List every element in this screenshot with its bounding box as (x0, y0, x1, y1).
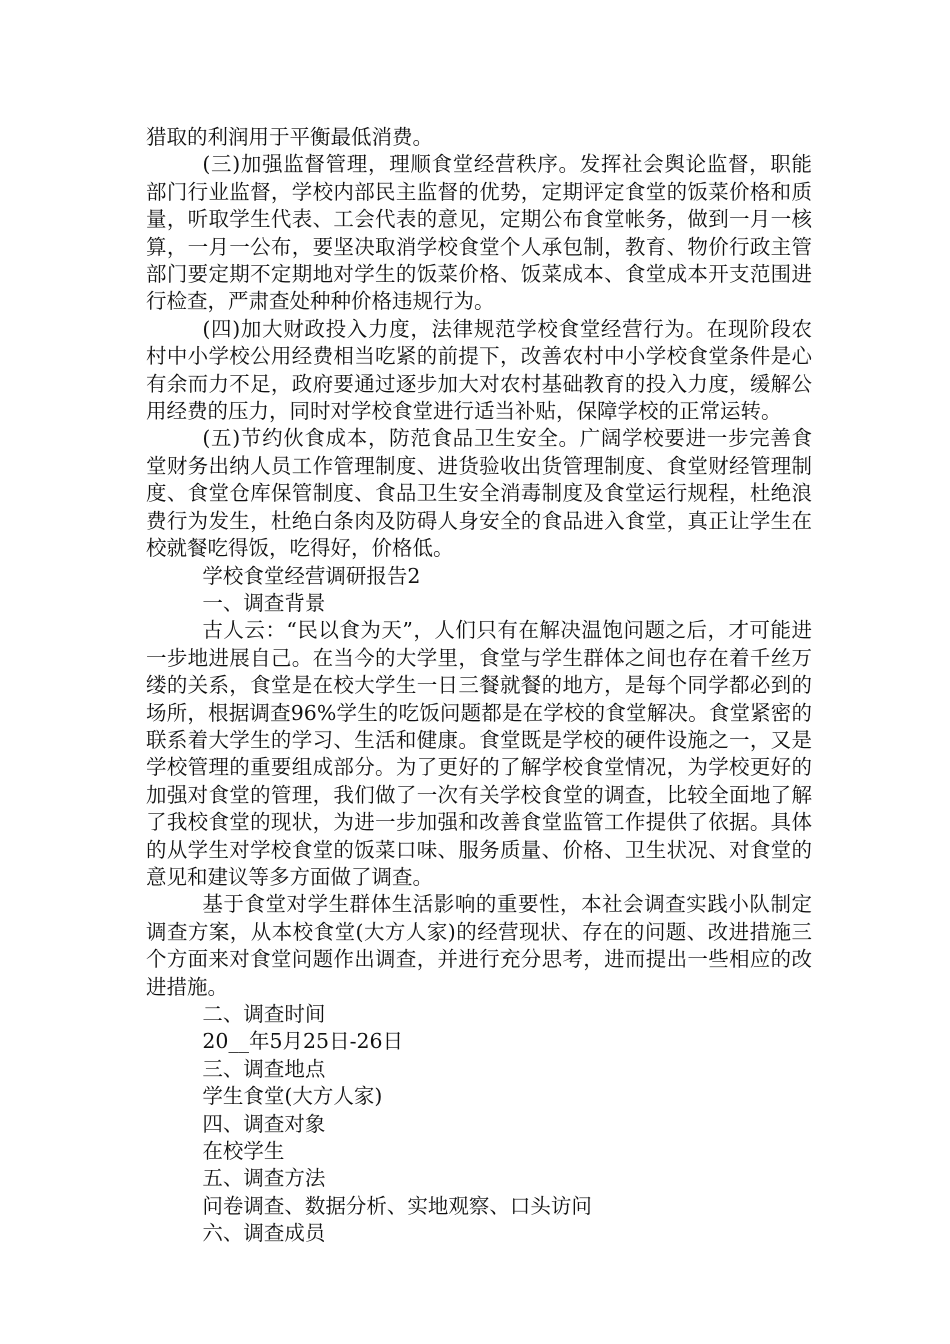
report-title: 学校食堂经营调研报告2 (202, 563, 421, 588)
paragraph-supervision: (三)加强监督管理，理顺食堂经营秩序。发挥社会舆论监督，职能部门行业监督，学校内部民主监督的优势，定期评定食堂的饭菜价格和质量，听取学生代表、工会代表的意见，定期公布食堂帐务，做到一月一核算，一月一公布，要坚决取消学校食堂个人承包制，教育、物价行政主管部门要定期不定期地对学生的饭菜价格、饭菜成本、食堂成本开支范围进行检查，严肃查处种种价格违规行为。 (146, 152, 812, 314)
paragraph-continuation: 猎取的利润用于平衡最低消费。 (146, 125, 433, 149)
survey-time-value: 20__年5月25日-26日 (202, 1029, 404, 1054)
paragraph-background: 古人云：“民以食为天”，人们只有在解决温饱问题之后，才可能进一步地进展自己。在当今的大学里，食堂与学生群体之间也存在着千丝万缕的关系，食堂是在校大学生一日三餐就餐的地方，是每个同学都必到的场所，根据调查96%学生的吃饭问题都是在学校的食堂解决。食堂紧密的联系着大学生的学习、生活和健康。食堂既是学校的硬件设施之一，又是学校管理的重要组成部分。为了更好的了解学校食堂情况，为学校更好的加强对食堂的管理，我们做了一次有关学校食堂的调查，比较全面地了解了我校食堂的现状，为进一步加强和改善食堂监管工作提供了依据。具体的从学生对学校食堂的饭菜口味、服务质量、价格、卫生状况、对食堂的意见和建议等多方面做了调查。 (146, 618, 812, 889)
section-heading-members: 六、调查成员 (202, 1221, 326, 1246)
document-body (146, 124, 812, 1248)
section-heading-methods: 五、调查方法 (202, 1166, 326, 1191)
paragraph-finance: (四)加大财政投入力度，法律规范学校食堂经营行为。在现阶段农村中小学校公用经费相当吃紧的前提下，改善农村中小学校食堂条件是心有余而力不足，政府要通过逐步加大对农村基础教育的投入力度，缓解公用经费的压力，同时对学校食堂进行适当补贴，保障学校的正常运转。 (146, 316, 812, 424)
section-heading-location: 三、调查地点 (202, 1056, 326, 1081)
survey-subjects-value: 在校学生 (202, 1139, 285, 1164)
survey-location-value: 学生食堂(大方人家) (202, 1084, 383, 1109)
section-heading-background: 一、调查背景 (202, 590, 326, 615)
section-heading-subjects: 四、调查对象 (202, 1111, 326, 1136)
section-heading-time: 二、调查时间 (202, 1002, 326, 1026)
paragraph-cost-safety: (五)节约伙食成本，防范食品卫生安全。广阔学校要进一步完善食堂财务出纳人员工作管理制度、进货验收出货管理制度、食堂财经管理制度、食堂仓库保管制度、食品卫生安全消毒制度及食堂运行规程，杜绝浪费行为发生，杜绝白条肉及防碍人身安全的食品进入食堂，真正让学生在校就餐吃得饭，吃得好，价格低。 (146, 426, 812, 561)
survey-methods-value: 问卷调查、数据分析、实地观察、口头访问 (202, 1193, 592, 1218)
paragraph-plan: 基于食堂对学生群体生活影响的重要性，本社会调查实践小队制定调查方案，从本校食堂(大方人家)的经营现状、存在的问题、改进措施三个方面来对食堂问题作出调查，并进行充分思考，进而提出一些相应的改进措施。 (146, 892, 812, 999)
